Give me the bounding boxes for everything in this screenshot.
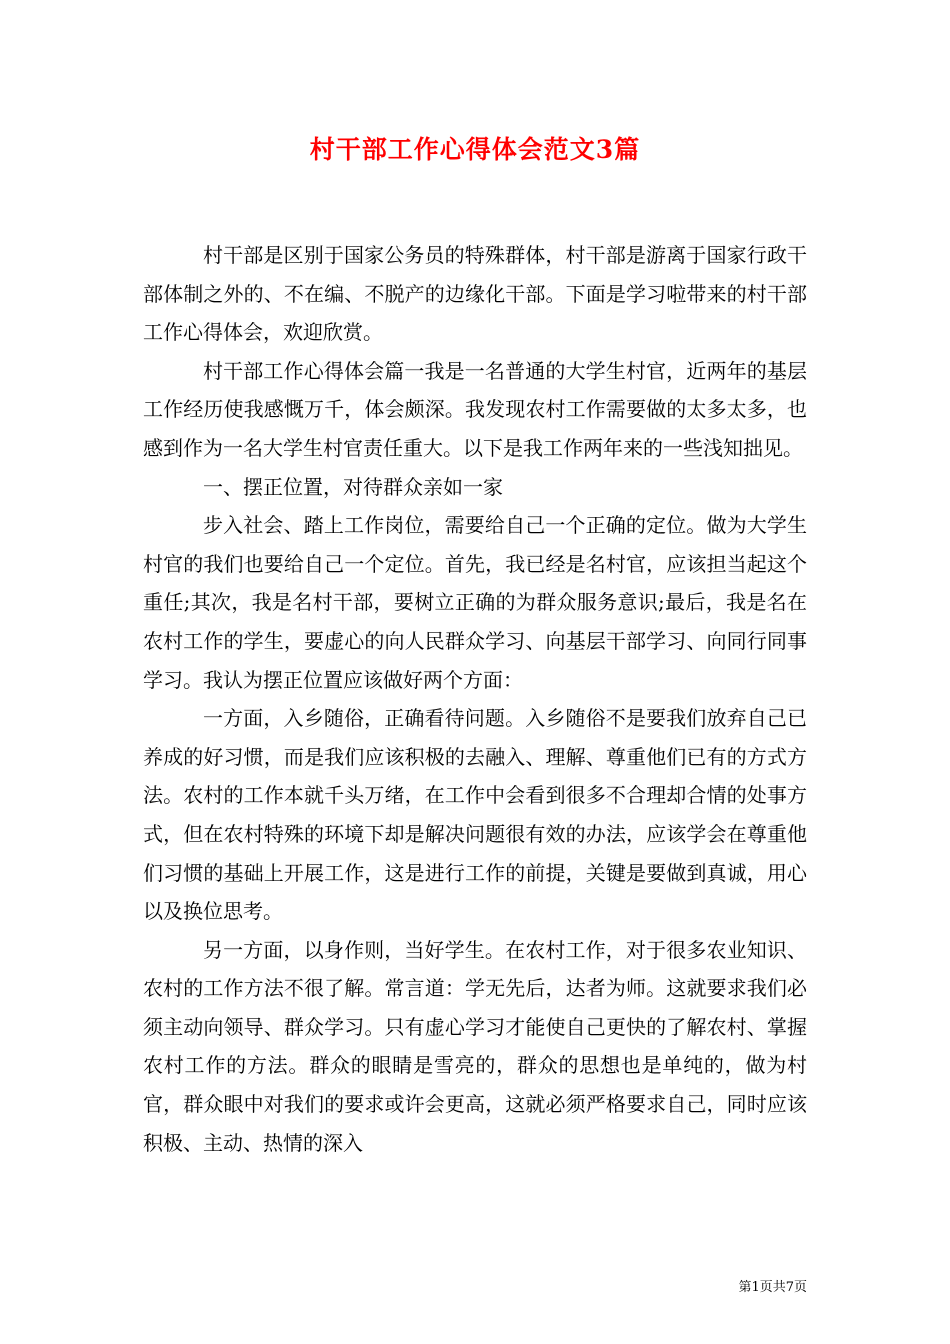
paragraph-positioning: 步入社会、踏上工作岗位，需要给自己一个正确的定位。做为大学生村官的我们也要给自己一个定位。首先，我已经是名村官，应该担当起这个重任;其次，我是名村干部，要树立正确的为群众服务意识;最后，我是名在农村工作的学生，要虚心的向人民群众学习、向基层干部学习、向同行同事学习。我认为摆正位置应该做好两个方面： [143, 513, 807, 692]
page-title: 村干部工作心得体会范文3篇 [309, 135, 641, 164]
section-heading: 一、摆正位置，对待群众亲如一家 [203, 474, 503, 499]
page-number: 第1页共7页 [738, 1280, 807, 1295]
paragraph-intro: 村干部是区别于国家公务员的特殊群体，村干部是游离于国家行政干部体制之外的、不在编、不脱产的边缘化干部。下面是学习啦带来的村干部工作心得体会，欢迎欣赏。 [143, 243, 807, 345]
paragraph-first-aspect: 一方面，入乡随俗，正确看待问题。入乡随俗不是要我们放弃自己已养成的好习惯，而是我们应该积极的去融入、理解、尊重他们已有的方式方法。农村的工作本就千头万绪，在工作中会看到很多不合理却合情的处事方式，但在农村特殊的环境下却是解决问题很有效的办法，应该学会在尊重他们习惯的基础上开展工作，这是进行工作的前提，关键是要做到真诚，用心以及换位思考。 [143, 706, 807, 924]
document-body [143, 236, 807, 1162]
paragraph-part-one: 村干部工作心得体会篇一我是一名普通的大学生村官，近两年的基层工作经历使我感慨万千，体会颇深。我发现农村工作需要做的太多太多，也感到作为一名大学生村官责任重大。以下是我工作两年来的一些浅知拙见。 [143, 358, 807, 460]
paragraph-second-aspect: 另一方面，以身作则，当好学生。在农村工作，对于很多农业知识、农村的工作方法不很了解。常言道：学无先后，达者为师。这就要求我们必须主动向领导、群众学习。只有虚心学习才能使自己更快的了解农村、掌握农村工作的方法。群众的眼睛是雪亮的，群众的思想也是单纯的，做为村官，群众眼中对我们的要求或许会更高，这就必须严格要求自己，同时应该积极、主动、热情的深入 [143, 937, 807, 1155]
